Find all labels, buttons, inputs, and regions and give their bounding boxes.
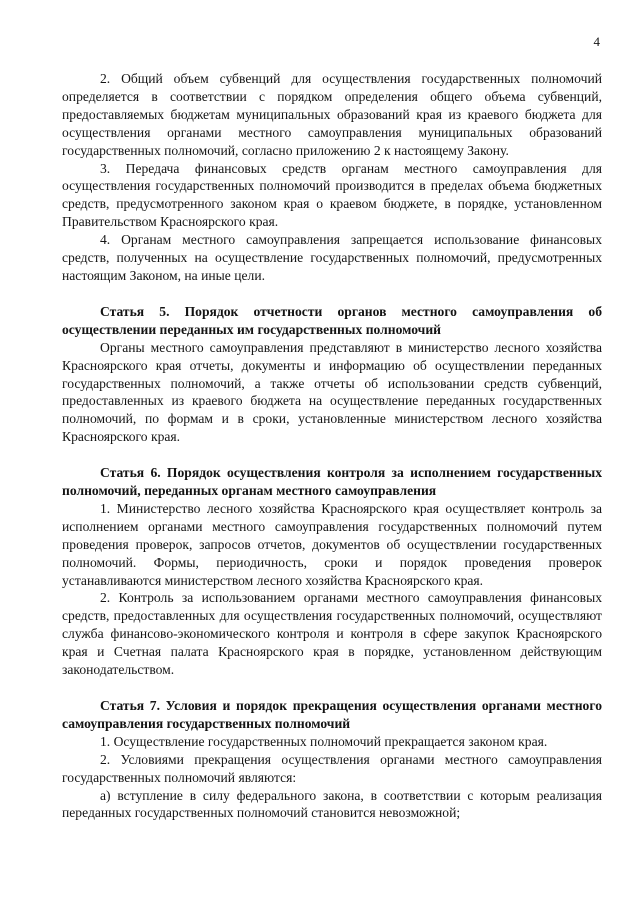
article-7-heading: Статья 7. Условия и порядок прекращения осуществления органами местного самоуправления государственных полномочий <box>62 698 602 731</box>
paragraph: 3. Передача финансовых средств органам местного самоуправления для осуществления государственных полномочий производится в пределах объема бюджетных средств, предусмотренного законом края о краевом бюджете, в порядке, установленном Правительством Красноярского края. <box>62 160 602 230</box>
section-spacer <box>62 679 602 697</box>
article-6-heading: Статья 6. Порядок осуществления контроля за исполнением государственных полномочий, переданных органам местного самоуправления <box>62 465 602 499</box>
paragraph: а) вступление в силу федерального закона, в соответствии с которым реализация переданных государственных полномочий становится невозможной; <box>62 787 602 821</box>
page-number: 4 <box>593 34 600 49</box>
document-body <box>62 70 602 822</box>
section-spacer <box>62 446 602 464</box>
article-5-heading: Статья 5. Порядок отчетности органов местного самоуправления об осуществлении переданных им государственных полномочий <box>62 303 602 337</box>
section-spacer <box>62 285 602 303</box>
paragraph: 4. Органам местного самоуправления запрещается использование финансовых средств, полученных на осуществление государственных полномочий, предусмотренных настоящим Законом, на иные цели. <box>62 232 602 283</box>
paragraph: Органы местного самоуправления представляют в министерство лесного хозяйства Красноярского края отчеты, документы и информацию об осуществлении переданных государственных полномочий, а также отчеты об использовании средств субвенций, предоставленных из краевого бюджета на осуществление переданных государственных полномочий, по формам и в сроки, установленные министерством лесного хозяйства Красноярского края. <box>62 339 602 445</box>
paragraph: 2. Контроль за использованием органами местного самоуправления финансовых средств, предоставленных для осуществления государственных полномочий, осуществляют служба финансово-экономического контроля и контроля в сфере закупок Красноярского края и Счетная палата Красноярского края в порядке, установленном действующим законодательством. <box>62 590 602 678</box>
paragraph: 2. Общий объем субвенций для осуществления государственных полномочий определяется в соответствии с порядком определения общего объема субвенций, предоставляемых бюджетам муниципальных образований края из краевого бюджета для осуществления органами местного самоуправления муниципальных образований государственных полномочий, согласно приложению 2 к настоящему Закону. <box>62 71 602 158</box>
paragraph: 1. Министерство лесного хозяйства Красноярского края осуществляет контроль за исполнением органами местного самоуправления государственных полномочий путем проведения проверок, запросов отчетов, документов об осуществлении государственных полномочий. Формы, периодичность, сроки и порядок проведения проверок устанавливаются министерством лесного хозяйства Красноярского края. <box>62 500 602 588</box>
paragraph: 1. Осуществление государственных полномочий прекращается законом края. <box>100 733 548 749</box>
paragraph: 2. Условиями прекращения осуществления органами местного самоуправления государственных полномочий являются: <box>62 751 602 785</box>
